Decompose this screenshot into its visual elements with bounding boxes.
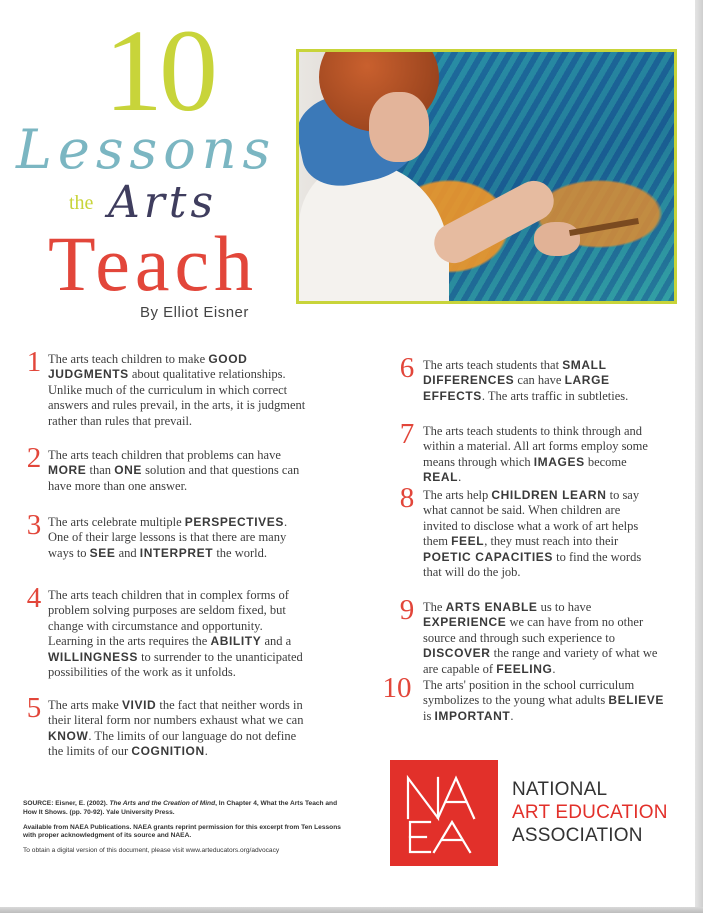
reprint-permission: Available from NAEA Publications. NAEA grants reprint permission for this excerpt from Ten Lessons with proper acknowledgment of its source and NAEA. [23, 823, 341, 840]
naea-logo [390, 760, 498, 866]
source-notes [23, 800, 343, 862]
lesson-text: The arts make VIVID the fact that neither words in their literal form nor numbers exhaust what we can KNOW. The limits of our language do not define the limits of our COGNITION. [48, 698, 304, 759]
photo-hand [534, 222, 580, 256]
page-edge [695, 0, 703, 913]
lesson-number: 10 [382, 672, 412, 704]
lesson-number: 7 [399, 418, 415, 450]
lesson-text: The arts help CHILDREN LEARN to say what cannot be said. When children are invited to disclose what a work of art helps them FEEL, they must reach into their POETIC CAPACITIES to find the words that will do the job. [423, 488, 642, 580]
digital-version-note: To obtain a digital version of this document, please visit www.arteducators.org/advocacy [23, 847, 280, 855]
title-the: the [69, 192, 94, 214]
lesson-text: The arts celebrate multiple PERSPECTIVES. One of their large lessons is that there are many ways to SEE and INTERPRET the world. [48, 515, 288, 560]
byline: By Elliot Eisner [140, 304, 249, 321]
lesson-number: 2 [26, 442, 42, 474]
lesson-number: 4 [26, 582, 42, 614]
lesson-number: 6 [399, 352, 415, 384]
lesson-text: The arts teach students to think through and within a material. All art forms employ some means through which IMAGES become REAL. [423, 424, 648, 485]
lesson-number: 5 [26, 692, 42, 724]
lesson-number: 1 [26, 346, 42, 378]
source-citation: SOURCE: Eisner, E. (2002). The Arts and the Creation of Mind, In Chapter 4, What the Arts Teach and How It Shows. (pp. 70-92). Yale University Press. [23, 800, 338, 816]
naea-name-line1: NATIONAL [512, 779, 608, 800]
photo-face [369, 92, 429, 162]
naea-name-line3: ASSOCIATION [512, 825, 643, 846]
lesson-text: The arts' position in the school curriculum symbolizes to the young what adults BELIEVE is IMPORTANT. [423, 678, 664, 723]
naea-name-line2: ART EDUCATION [512, 802, 668, 823]
lesson-text: The arts teach students that SMALL DIFFERENCES can have LARGE EFFECTS. The arts traffic in subtleties. [423, 358, 629, 403]
hero-photo [296, 49, 677, 304]
photo-shirt [299, 162, 449, 304]
title-number: 10 [104, 5, 214, 136]
lesson-text: The arts teach children that problems can have MORE than ONE solution and that questions can have more than one answer. [48, 448, 300, 493]
lesson-text: The arts teach children to make GOOD JUDGMENTS about qualitative relationships. Unlike much of the curriculum in which correct answers and rules prevail, in the arts, it is judgment rather than rules that prevail. [48, 352, 306, 428]
lesson-text: The arts teach children that in complex forms of problem solving purposes are seldom fixed, but change with circumstance and opportunity. Learning in the arts requires the ABILITY and a WILLINGNESS to surrender to the unanticipated possibilities of the work as it unfolds. [48, 588, 303, 680]
title-teach: Teach [48, 220, 259, 307]
lesson-text: The ARTS ENABLE us to have EXPERIENCE we can have from no other source and through such experience to DISCOVER the range and variety of what we are capable of FEELING. [423, 600, 658, 676]
lesson-number: 8 [399, 482, 415, 514]
lesson-number: 9 [399, 594, 415, 626]
naea-logo-mark-icon [390, 760, 498, 866]
lesson-number: 3 [26, 509, 42, 541]
naea-name [512, 778, 668, 847]
title-arts: Arts [108, 177, 218, 228]
photo-brush [569, 218, 639, 236]
photo-arm [427, 174, 561, 270]
page-bottom-edge [0, 907, 703, 913]
title-lessons: Lessons [16, 118, 277, 181]
